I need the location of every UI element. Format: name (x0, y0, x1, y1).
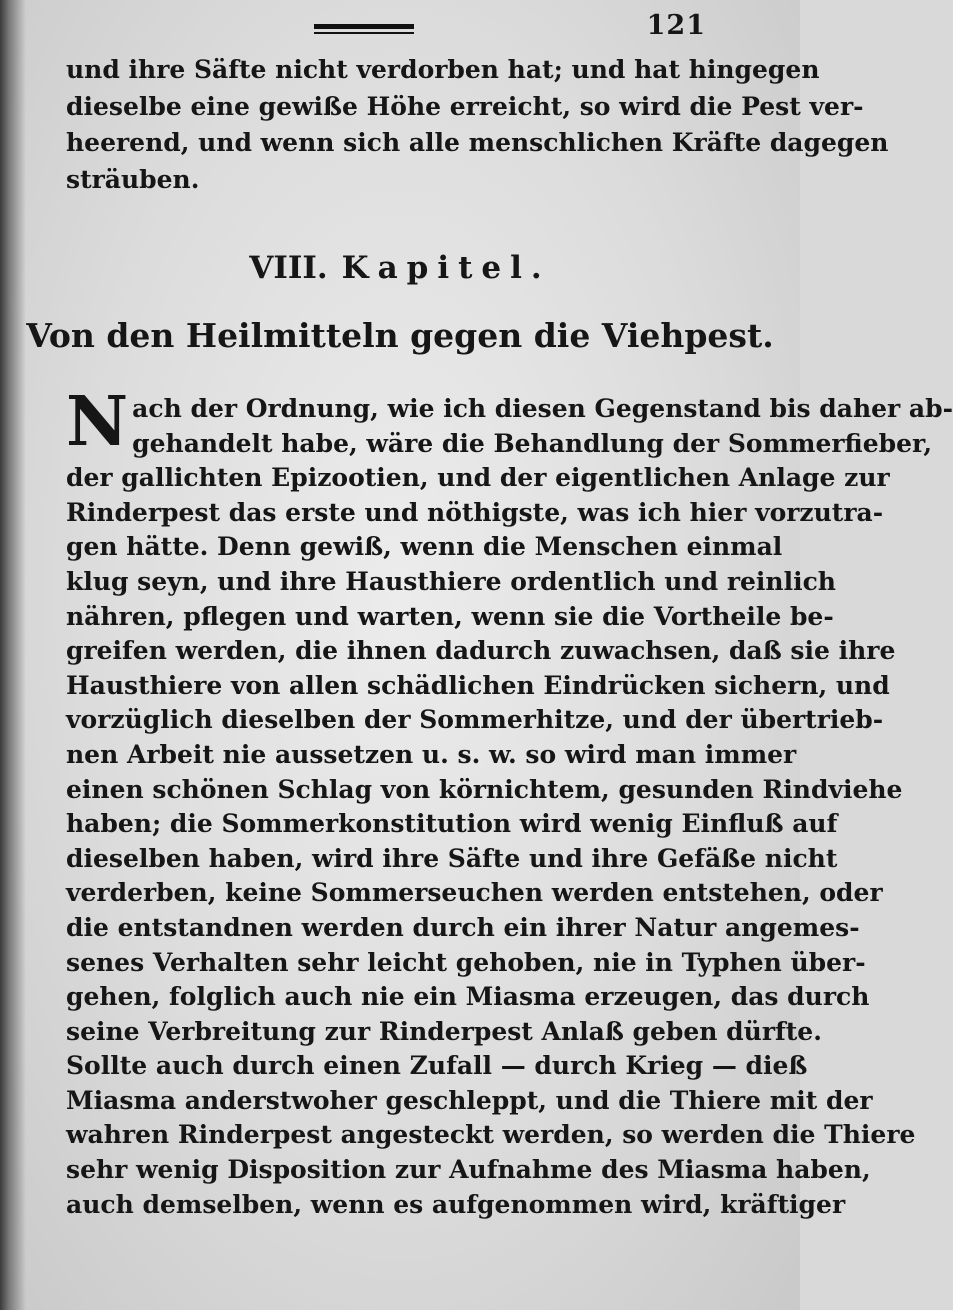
text-line: senes Verhalten sehr leicht gehoben, nie in Typhen über- (66, 947, 866, 977)
text-line: die entstandnen werden durch ein ihrer Natur angemes- (66, 912, 860, 942)
chapter-title: Von den Heilmitteln gegen die Viehpest. (26, 316, 774, 355)
text-line: wahren Rinderpest angesteckt werden, so werden die Thiere (66, 1120, 916, 1150)
text-line: ach der Ordnung, wie ich diesen Gegenstand bis daher ab- (132, 394, 953, 423)
text-line: einen schönen Schlag von körnichtem, gesunden Rindviehe (66, 774, 903, 804)
text-line: Rinderpest das erste und nöthigste, was ich hier vorzutra- (66, 497, 884, 527)
text-line: klug seyn, und ihre Hausthiere ordentlich und reinlich (66, 566, 836, 596)
header-rule-thick (314, 24, 414, 29)
text-line: sehr wenig Disposition zur Aufnahme des Miasma haben, (66, 1155, 871, 1185)
text-line: greifen werden, die ihnen dadurch zuwachsen, daß sie ihre (66, 636, 896, 666)
text-line: Miasma anderstwoher geschleppt, und die Thiere mit der (66, 1085, 873, 1115)
top-paragraph (66, 52, 889, 198)
text-line: heerend, und wenn sich alle menschlichen Kräfte dagegen (66, 128, 889, 157)
chapter-number: VIII. (249, 250, 328, 286)
text-line: vorzüglich dieselben der Sommerhitze, und der übertrieb- (66, 705, 884, 735)
header-rule-thin (314, 32, 414, 34)
text-line: Hausthiere von allen schädlichen Eindrücken sichern, und (66, 670, 890, 700)
text-line: und ihre Säfte nicht verdorben hat; und hat hingegen (66, 55, 820, 84)
text-line: der gallichten Epizootien, und der eigentlichen Anlage zur (66, 463, 890, 493)
text-line: haben; die Sommerkonstitution wird wenig Einfluß auf (66, 809, 838, 839)
text-line: nen Arbeit nie aussetzen u. s. w. so wird man immer (66, 739, 797, 769)
page-gutter-shadow (0, 0, 26, 1310)
page-number: 121 (646, 10, 706, 41)
chapter-heading (0, 250, 800, 286)
text-line: gehandelt habe, wäre die Behandlung der Sommerfieber, (132, 428, 933, 458)
text-line: dieselben haben, wird ihre Säfte und ihre Gefäße nicht (66, 843, 838, 873)
text-line: gen hätte. Denn gewiß, wenn die Menschen einmal (66, 532, 783, 562)
chapter-word: Kapitel. (341, 250, 551, 286)
main-paragraph (66, 382, 953, 1222)
drop-cap: N (66, 382, 129, 462)
text-line: gehen, folglich auch nie ein Miasma erzeugen, das durch (66, 982, 870, 1012)
text-line: verderben, keine Sommerseuchen werden entstehen, oder (66, 878, 883, 908)
text-line: dieselbe eine gewiße Höhe erreicht, so wird die Pest ver- (66, 91, 864, 121)
text-line: nähren, pflegen und warten, wenn sie die Vortheile be- (66, 601, 834, 631)
text-line: auch demselben, wenn es aufgenommen wird, kräftiger (66, 1189, 846, 1219)
text-line: seine Verbreitung zur Rinderpest Anlaß geben dürfte. (66, 1016, 822, 1046)
text-line: Sollte auch durch einen Zufall — durch Krieg — dieß (66, 1051, 808, 1081)
header-ornament-rule (314, 24, 414, 36)
text-line: sträuben. (66, 164, 200, 194)
